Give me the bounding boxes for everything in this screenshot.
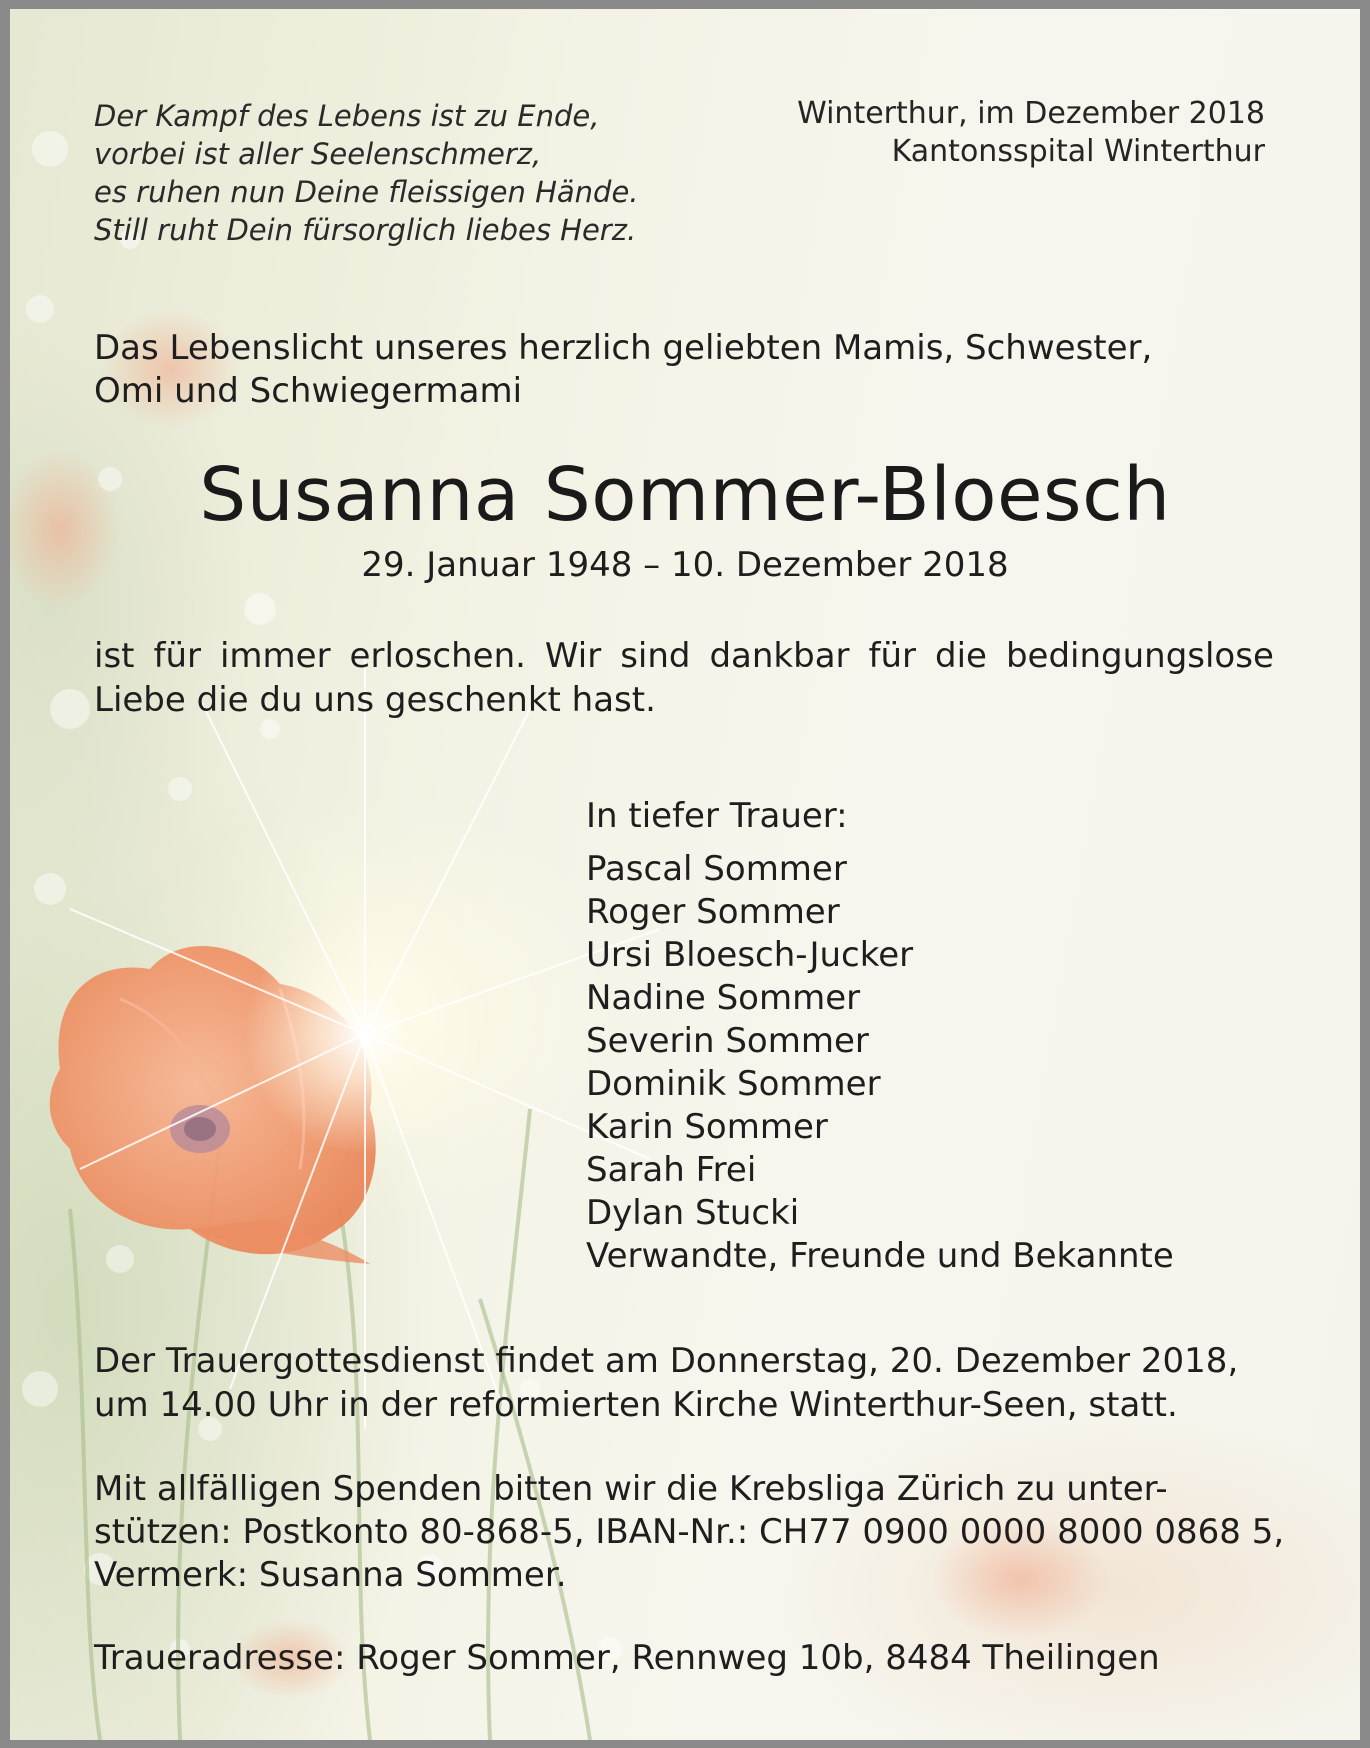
gratitude-line-justified xyxy=(94,634,1274,678)
mourner-name: Severin Sommer xyxy=(586,1021,869,1061)
mourner-name: Verwandte, Freunde und Bekannte xyxy=(586,1236,1174,1276)
mourner-name: Dominik Sommer xyxy=(586,1064,881,1104)
word: immer xyxy=(219,636,331,676)
mourner-name: Ursi Bloesch-Jucker xyxy=(586,935,914,975)
hospital-line: Kantonsspital Winterthur xyxy=(891,134,1265,169)
word: dankbar xyxy=(709,636,850,676)
mourner-name: Pascal Sommer xyxy=(586,849,847,889)
mourners-list xyxy=(586,795,1286,1278)
verse-line: Der Kampf des Lebens ist zu Ende, xyxy=(94,99,600,133)
address-line: Traueradresse: Roger Sommer, Rennweg 10b, 8484 Theilingen xyxy=(94,1638,1160,1678)
gratitude-line: Liebe die du uns geschenkt hast. xyxy=(94,680,656,720)
gratitude-text xyxy=(94,634,1274,722)
word: sind xyxy=(620,636,691,676)
mourner-name: Roger Sommer xyxy=(586,892,840,932)
funeral-service-info xyxy=(94,1339,1294,1427)
word: für xyxy=(868,636,917,676)
word: erloschen. xyxy=(349,636,526,676)
donation-info xyxy=(94,1468,1304,1597)
word: ist xyxy=(94,636,135,676)
mourner-name: Dylan Stucki xyxy=(586,1193,800,1233)
intro-line: Das Lebenslicht unseres herzlich geliebten Mamis, Schwester, xyxy=(94,328,1153,368)
mourner-name: Sarah Frei xyxy=(586,1150,757,1190)
word: für xyxy=(153,636,201,676)
word: die xyxy=(935,636,987,676)
mourner-name: Nadine Sommer xyxy=(586,978,861,1018)
verse-line: vorbei ist aller Seelenschmerz, xyxy=(94,137,542,171)
obituary-notice xyxy=(10,9,1360,1740)
intro-line: Omi und Schwiegermami xyxy=(94,371,523,411)
intro-text xyxy=(94,327,1274,413)
service-line: um 14.00 Uhr in der reformierten Kirche Winterthur-Seen, statt. xyxy=(94,1385,1178,1425)
poem-verse xyxy=(94,97,714,249)
mourning-address xyxy=(94,1636,1294,1680)
word: Wir xyxy=(544,636,602,676)
verse-line: es ruhen nun Deine fleissigen Hände. xyxy=(94,175,639,209)
place-and-date xyxy=(665,95,1265,171)
life-dates: 29. Januar 1948 – 10. Dezember 2018 xyxy=(361,545,1009,585)
word: bedingungslose xyxy=(1005,636,1274,676)
donation-line: Mit allfälligen Spenden bitten wir die Krebsliga Zürich zu unter- xyxy=(94,1469,1168,1509)
mourning-heading: In tiefer Trauer: xyxy=(586,796,848,836)
place-date-line: Winterthur, im Dezember 2018 xyxy=(797,96,1265,131)
donation-line: Vermerk: Susanna Sommer. xyxy=(94,1555,567,1595)
donation-line: stützen: Postkonto 80-868-5, IBAN-Nr.: CH77 0900 0000 8000 0868 5, xyxy=(94,1512,1285,1552)
service-line: Der Trauergottesdienst findet am Donnerstag, 20. Dezember 2018, xyxy=(94,1341,1239,1381)
verse-line: Still ruht Dein fürsorglich liebes Herz. xyxy=(94,213,637,247)
mourner-name: Karin Sommer xyxy=(586,1107,828,1147)
deceased-name: Susanna Sommer-Bloesch xyxy=(199,452,1171,538)
